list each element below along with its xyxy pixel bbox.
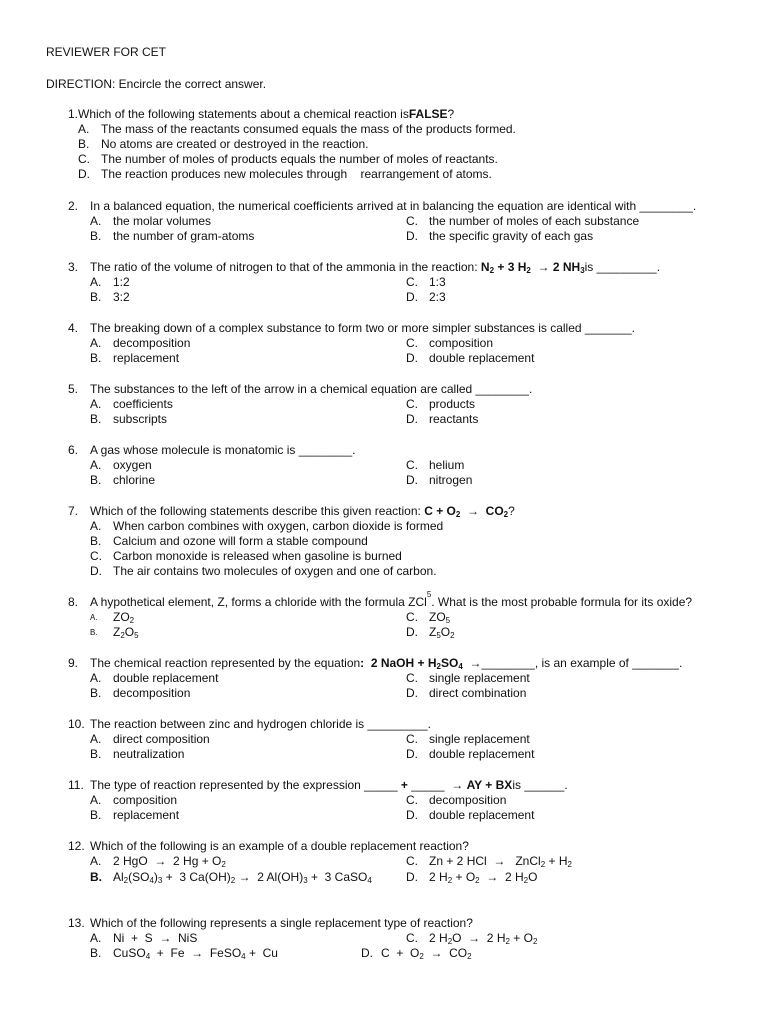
option-b[interactable]: B. Calcium and ozone will form a stable compound xyxy=(90,534,368,548)
option-c[interactable]: C. composition xyxy=(406,336,494,350)
option-a[interactable]: A. The mass of the reactants consumed equals the mass of the products formed. xyxy=(78,122,516,136)
question-1 xyxy=(68,107,748,182)
option-b[interactable]: B. chlorine xyxy=(90,473,156,487)
question-stem: 10. The reaction between zinc and hydrogen chloride is _________. xyxy=(68,717,431,731)
question-stem: 4. The breaking down of a complex substance to form two or more simpler substances is called _______. xyxy=(68,321,635,335)
option-c[interactable]: C. Zn + 2 HCl → ZnCl$_2$ + $H_2$ xyxy=(406,854,572,869)
option-b[interactable]: B. replacement xyxy=(90,351,180,365)
question-8 xyxy=(68,590,748,640)
option-a[interactable]: A. direct composition xyxy=(90,732,210,746)
equation: Zn + 2 HCl → ZnCl$_2$ + $H_2$ xyxy=(429,854,572,869)
option-d[interactable]: D. The reaction produces new molecules through rearrangement of atoms. xyxy=(78,167,492,181)
option-c[interactable]: C. $ZO_5$ xyxy=(406,610,451,625)
question-stem: 5. The substances to the left of the arrow in a chemical equation are called ________. xyxy=(68,382,533,396)
option-d[interactable]: D. nitrogen xyxy=(406,473,473,487)
option-a[interactable]: A. $ZO_2$ xyxy=(90,610,135,625)
option-a[interactable]: A. composition xyxy=(90,793,178,807)
reaction-equation: $C + O_2 \to CO_2$ xyxy=(424,504,509,519)
option-b[interactable]: B. CuSO$_4$ + Fe → FeSO$_4$ + Cu xyxy=(90,946,278,961)
option-b[interactable]: B. neutralization xyxy=(90,747,185,761)
option-c[interactable]: C. Carbon monoxide is released when gasoline is burned xyxy=(90,549,402,563)
option-c[interactable]: C. the number of moles of each substance xyxy=(406,214,640,228)
option-d[interactable]: D. 2 $H_2 + O_2 \to 2$ $H_2O$ xyxy=(406,870,538,885)
reaction-equation: $N_2 + 3$ $H_2 \to 2$ $NH_3$ xyxy=(480,260,585,275)
option-c[interactable]: C. single replacement xyxy=(406,671,530,685)
option-a[interactable]: A. When carbon combines with oxygen, carbon dioxide is formed xyxy=(90,519,444,533)
option-b[interactable]: B. $Al_2(SO_4)_3 + 3$ $Ca(OH)_2 \to 2$ $Al(OH)_3 + 3$ CaSO$_4$ xyxy=(90,870,372,885)
option-b[interactable]: B. replacement xyxy=(90,808,180,822)
question-stem: 12. Which of the following is an example of a double replacement reaction? xyxy=(68,839,469,853)
option-c[interactable]: C. helium xyxy=(406,458,465,472)
question-13 xyxy=(68,916,748,961)
question-7 xyxy=(68,504,748,579)
option-a[interactable]: A. coefficients xyxy=(90,397,173,411)
equation: Ni + S → NiS xyxy=(113,931,198,945)
equation: $C + O_2 \to CO_2$ xyxy=(381,946,472,961)
equation: CuSO$_4$ + Fe → FeSO$_4$ + Cu xyxy=(113,946,278,961)
option-list xyxy=(68,122,748,182)
question-stem: 13. Which of the following represents a single replacement type of reaction? xyxy=(68,916,473,930)
question-2 xyxy=(68,199,748,244)
direction-text: DIRECTION: Encircle the correct answer. xyxy=(46,77,267,91)
option-d[interactable]: D. direct combination xyxy=(406,686,527,700)
question-stem: 9. The chemical reaction represented by the equation : 2 NaOH + $H_2SO_4$ → ________, is an example of _______. xyxy=(68,656,683,671)
equation: 2 $H_2O \to 2$ $H_2 + O_2$ xyxy=(429,931,538,946)
question-stem: 3. The ratio of the volume of nitrogen to that of the ammonia in the reaction: $N_2 + 3$ $H_2 \to 2$ $NH_3$ is _________. xyxy=(68,260,661,275)
option-c[interactable]: C. single replacement xyxy=(406,732,530,746)
question-4 xyxy=(68,321,748,366)
option-a[interactable]: A. the molar volumes xyxy=(90,214,212,228)
option-d[interactable]: D. $C + O_2 \to CO_2$ xyxy=(361,946,472,961)
option-a[interactable]: A. 2 HgO → 2 $Hg + O_2$ xyxy=(90,854,226,869)
question-3 xyxy=(68,260,748,305)
question-stem: 11. The type of reaction represented by the expression _____ + _____ → AY + BX is ______. xyxy=(68,778,568,792)
equation: 2 $H_2 + O_2 \to 2$ $H_2O$ xyxy=(429,870,538,885)
option-b[interactable]: B. decomposition xyxy=(90,686,191,700)
question-6 xyxy=(68,443,748,488)
option-d[interactable]: D. 2:3 xyxy=(406,290,446,304)
option-c[interactable]: C. The number of moles of products equals the number of moles of reactants. xyxy=(78,152,498,166)
option-a[interactable]: A. decomposition xyxy=(90,336,191,350)
option-d[interactable]: D. double replacement xyxy=(406,351,535,365)
option-a[interactable]: A. oxygen xyxy=(90,458,152,472)
option-b[interactable]: B. $Z_2O_5$ xyxy=(90,625,139,640)
question-9 xyxy=(68,656,748,701)
question-5 xyxy=(68,382,748,427)
option-d[interactable]: D. reactants xyxy=(406,412,479,426)
question-10 xyxy=(68,717,748,762)
option-d[interactable]: D. double replacement xyxy=(406,808,535,822)
option-d[interactable]: D. double replacement xyxy=(406,747,535,761)
option-a[interactable]: A. double replacement xyxy=(90,671,219,685)
option-c[interactable]: C. 2 $H_2O \to 2$ $H_2 + O_2$ xyxy=(406,931,538,946)
document-title: REVIEWER FOR CET xyxy=(46,45,167,59)
option-b[interactable]: B. 3:2 xyxy=(90,290,130,304)
question-stem: 1. Which of the following statements about a chemical reaction is FALSE ? xyxy=(68,107,455,121)
question-11 xyxy=(68,778,748,823)
option-b[interactable]: B. No atoms are created or destroyed in the reaction. xyxy=(78,137,369,151)
question-12 xyxy=(68,839,748,885)
option-c[interactable]: C. products xyxy=(406,397,476,411)
option-d[interactable]: D. The air contains two molecules of oxygen and one of carbon. xyxy=(90,564,437,578)
option-b[interactable]: B. the number of gram-atoms xyxy=(90,229,255,243)
reaction-equation: : 2 NaOH + $H_2SO_4$ xyxy=(360,656,463,671)
equation: $Al_2(SO_4)_3 + 3$ $Ca(OH)_2 \to 2$ $Al(OH)_3 + 3$ CaSO$_4$ xyxy=(113,870,372,885)
reaction-equation: AY + BX xyxy=(466,778,513,792)
question-stem: 6. A gas whose molecule is monatomic is ________. xyxy=(68,443,356,457)
option-d[interactable]: D. the specific gravity of each gas xyxy=(406,229,594,243)
option-a[interactable]: A. 1:2 xyxy=(90,275,130,289)
option-c[interactable]: C. decomposition xyxy=(406,793,507,807)
question-stem: 7. Which of the following statements describe this given reaction: $C + O_2 \to CO_2$ ? xyxy=(68,504,515,519)
equation: 2 HgO → 2 $Hg + O_2$ xyxy=(113,854,226,869)
option-d[interactable]: D. $Z_5O_2$ xyxy=(406,625,455,640)
option-a[interactable]: A. Ni + S → NiS xyxy=(90,931,198,945)
question-stem: 2. In a balanced equation, the numerical coefficients arrived at in balancing the equation are identical with ________. xyxy=(68,199,697,213)
question-stem: 8. A hypothetical element, Z, forms a chloride with the formula ZCl 5 . What is the most probable formula for its oxide? xyxy=(68,590,693,609)
option-b[interactable]: B. subscripts xyxy=(90,412,168,426)
option-c[interactable]: C. 1:3 xyxy=(406,275,446,289)
